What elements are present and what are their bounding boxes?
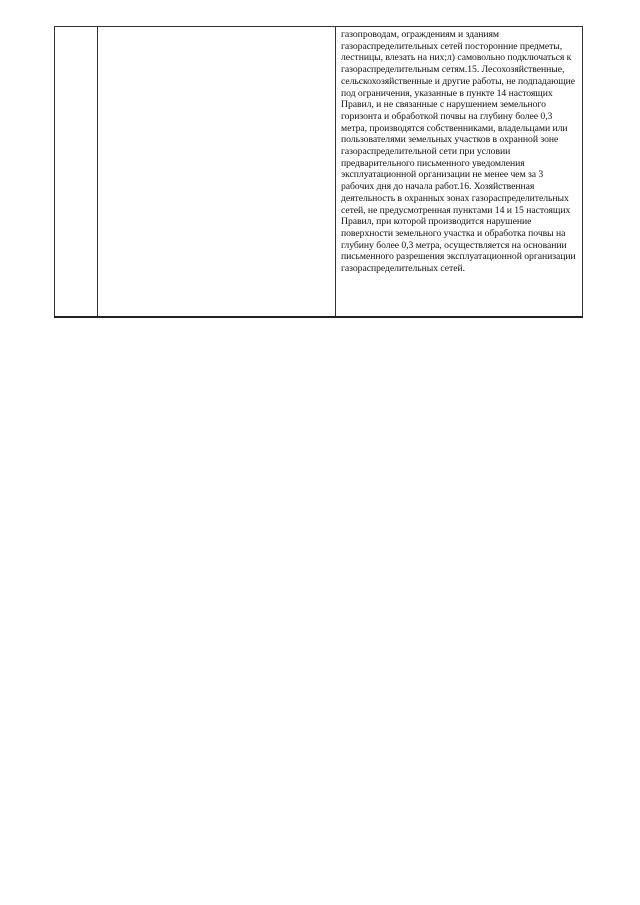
- requirements-text: газопроводам, ограждениям и зданиям газораспределительных сетей посторонние предметы, лестницы, влезать на них;л) самовольно подключаться к газораспределительным сетям.15. Лесохозяйственные, сельскохозяйственные и другие работы, не подпадающие под ограничения, указанные в пункте 14 настоящих Правил, и не связанные с нарушением земельного горизонта и обработкой почвы на глубину более 0,3 метра, производятся собственниками, владельцами или пользователями земельных участков в охранной зоне газораспределительной сети при условии предварительного письменного уведомления эксплуатационной организации не менее чем за 3 рабочих дня до начала работ.16. Хозяйственная деятельность в охранных зонах газораспределительных сетей, не предусмотренная пунктами 14 и 15 настоящих Правил, при которой производится нарушение поверхности земельного участка и обработка почвы на глубину более 0,3 метра, осуществляется на основании письменного разрешения эксплуатационной организации газораспределительных сетей.: [341, 29, 576, 275]
- table-cell-requirements: [336, 27, 583, 318]
- table-row: [55, 27, 583, 318]
- table-cell-number: [55, 27, 98, 318]
- table-cell-title-text: [98, 27, 335, 29]
- table-cell-number-text: [55, 27, 97, 29]
- table-cell-title: [98, 27, 336, 318]
- document-table: [54, 26, 583, 318]
